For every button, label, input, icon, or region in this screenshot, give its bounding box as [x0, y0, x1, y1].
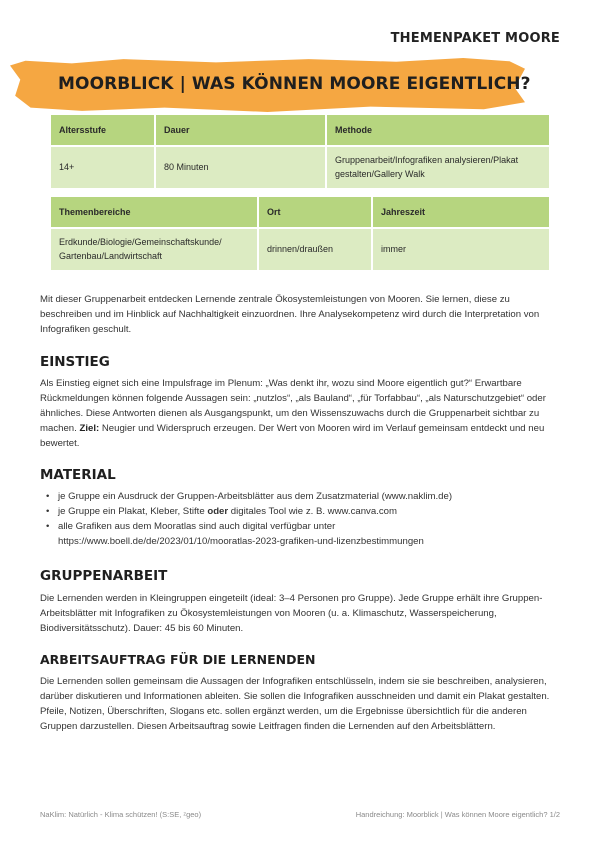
table-header-cell: Dauer — [156, 115, 327, 147]
list-item: • alle Grafiken aus dem Mooratlas sind auch digital verfügbar unter https://www.boell.de/de/2023/01/10/mooratlas-2023-grafiken-und-lizenzbestimmungen — [40, 519, 562, 549]
arbeitsauftrag-paragraph: Die Lernenden sollen gemeinsam die Aussagen der Infografiken entschlüsseln, indem sie sie beschreiben, analysieren, darüber diskutieren und Informationen ableiten. Sie sollen die Infografiken ausschneiden und damit ein Plakat gestalten. Pfeile, Notizen, Überschriften, Slogans etc. sollen ergänzt werden, um die Ergebnisse übersichtlich für die anderen Gruppen darzustellen. Diesen Arbeitsauftrag sowie Leitfragen finden die Lernenden auf den Arbeitsblättern. — [40, 676, 550, 732]
table-header-cell: Ort — [259, 197, 373, 229]
emphasis-oder: oder — [207, 506, 229, 517]
mooratlas-url: https://www.boell.de/de/2023/01/10/mooratlas-2023-grafiken-und-lizenzbestimmungen — [58, 536, 424, 547]
table-cell: immer — [373, 229, 549, 272]
section-title-material: MATERIAL — [40, 467, 116, 483]
einstieg-paragraph — [40, 376, 562, 451]
table-row — [51, 197, 549, 229]
footer-left: NaKlim: Natürlich - Klima schützen! (S:SE, ᶻgeo) — [40, 810, 202, 819]
list-item: • je Gruppe ein Plakat, Kleber, Stifte oder digitales Tool wie z. B. www.canva.com — [40, 504, 562, 519]
table-cell: 80 Minuten — [156, 147, 327, 190]
table-cell: Gruppenarbeit/Infografiken analysieren/Plakat gestalten/Gallery Walk — [327, 147, 549, 190]
info-table-1 — [51, 115, 549, 190]
section-title-gruppenarbeit: GRUPPENARBEIT — [40, 568, 168, 584]
einstieg-goal-text: Neugier und Widerspruch erzeugen. Der Wert von Mooren wird im Verlauf gemeinsam entdeckt und neu bewertet. — [40, 423, 545, 449]
table-header-cell: Themenbereiche — [51, 197, 259, 229]
table-row — [51, 147, 549, 190]
table-header-cell: Methode — [327, 115, 549, 147]
table-row — [51, 229, 549, 272]
footer-right: Handreichung: Moorblick | Was können Moore eigentlich? 1/2 — [355, 810, 560, 819]
intro-paragraph: Mit dieser Gruppenarbeit entdecken Lernende zentrale Ökosystemleistungen von Mooren. Sie lernen, diese zu beschreiben und im Hinblick auf Nachhaltigkeit einzuordnen. Ihre Analysekompetenz wird durch die Interpretation von Infografiken geschult. — [40, 294, 540, 335]
material-list — [40, 489, 562, 549]
page-title: MOORBLICK | WAS KÖNNEN MOORE EIGENTLICH? — [58, 74, 531, 94]
package-label: THEMENPAKET MOORE — [390, 31, 560, 46]
table-cell: drinnen/draußen — [259, 229, 373, 272]
table-row — [51, 115, 549, 147]
info-table-2 — [51, 197, 549, 272]
goal-label: Ziel: — [79, 423, 100, 434]
section-title-arbeitsauftrag: ARBEITSAUFTRAG FÜR DIE LERNENDEN — [40, 652, 316, 667]
section-title-einstieg: EINSTIEG — [40, 354, 110, 370]
gruppenarbeit-paragraph: Die Lernenden werden in Kleingruppen eingeteilt (ideal: 3–4 Personen pro Gruppe). Jede Gruppe erhält ihre Gruppen-Arbeitsblätter mit Infografiken zu Ökosystemleistungen von Mooren (u. a. Klimaschutz, Wasserspeicherung, Biodiversitätsschutz). Dauer: 45 bis 60 Minuten. — [40, 593, 543, 634]
table-header-cell: Jahreszeit — [373, 197, 549, 229]
table-cell: Erdkunde/Biologie/Gemeinschaftskunde/ Gartenbau/Landwirtschaft — [51, 229, 259, 272]
einstieg-text: Als Einstieg eignet sich eine Impulsfrage im Plenum: „Was denkt ihr, wozu sind Moore eigentlich gut?“ Erwartbare Rückmeldungen können folgende Aussagen sein: „nutzlos“, „als Bauland“, „für Torfabbau“, „als Naturschutzgebiet“ oder ähnliches. Diese Antworten dienen als Ausgangspunkt, um den Wissenszuwachs durch die Gruppenarbeit sichtbar zu machen. — [40, 378, 546, 434]
table-header-cell: Altersstufe — [51, 115, 156, 147]
list-item: • je Gruppe ein Ausdruck der Gruppen-Arbeitsblätter aus dem Zusatzmaterial (www.naklim.de) — [40, 489, 562, 504]
table-cell: 14+ — [51, 147, 156, 190]
